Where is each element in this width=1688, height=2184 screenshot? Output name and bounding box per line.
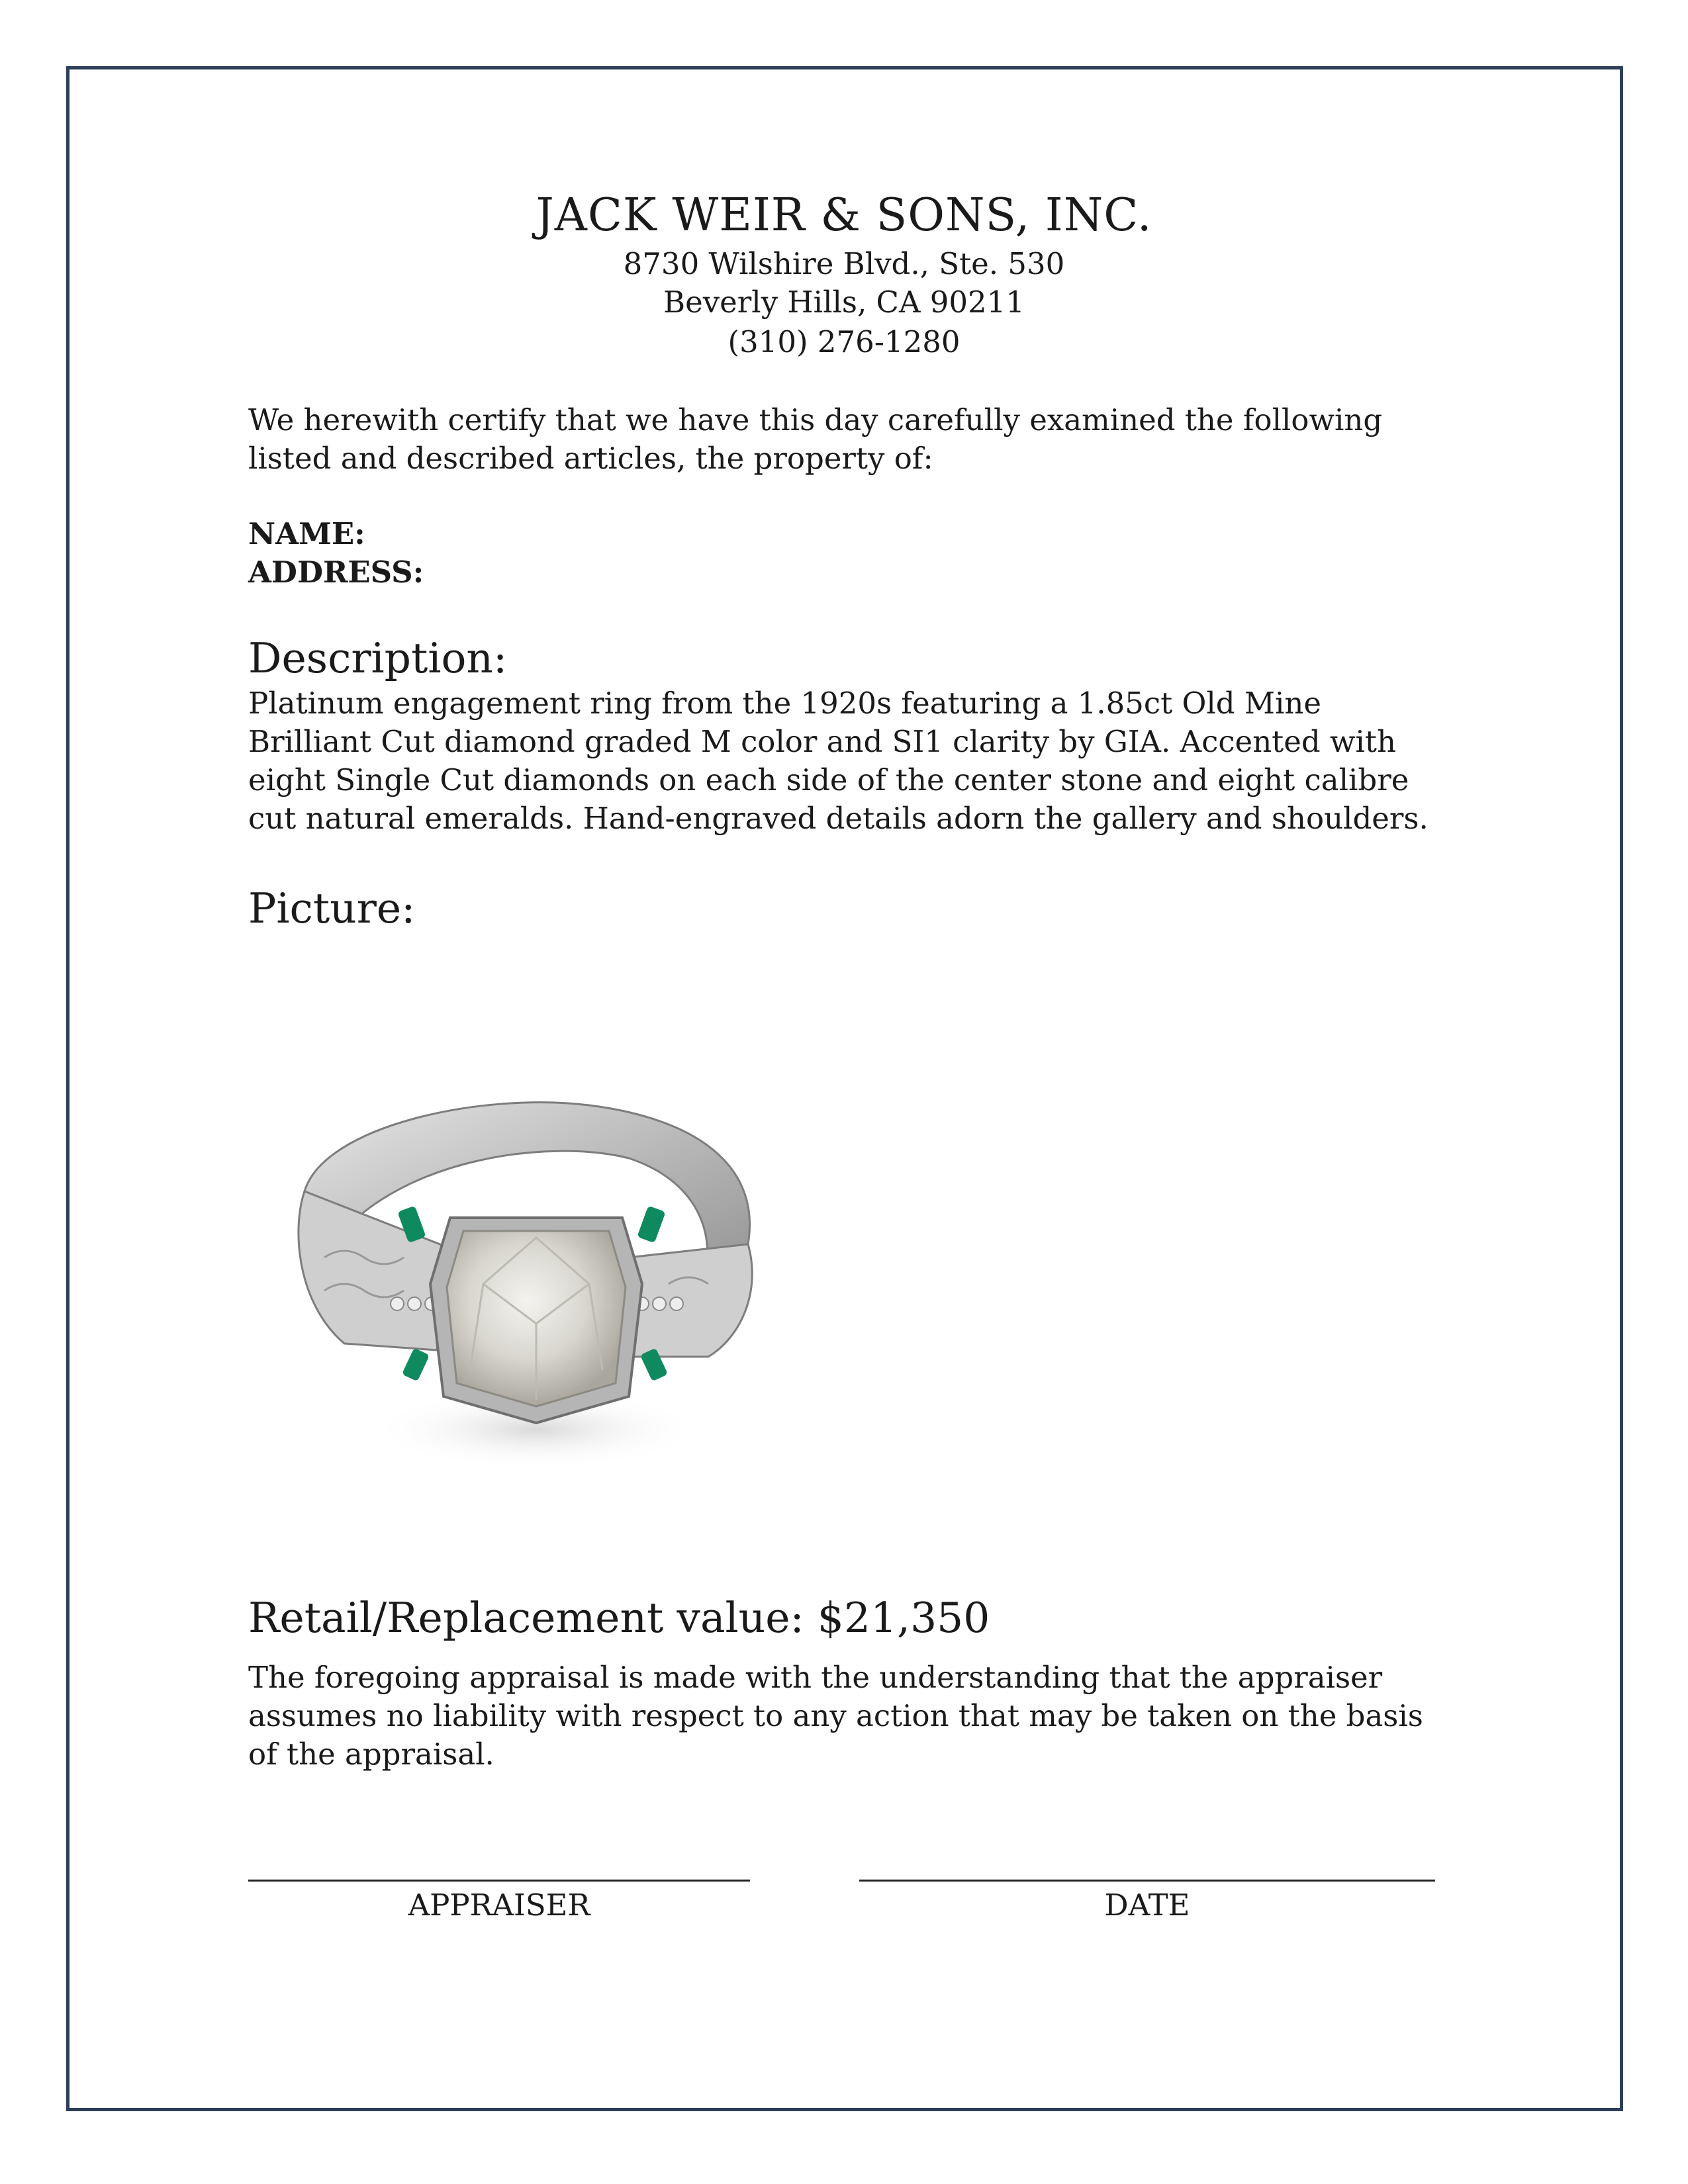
disclaimer-text: The foregoing appraisal is made with the understanding that the appraiser assumes no liability with respect to any action that may be taken on the basis of the appraisal. xyxy=(248,1660,1423,1772)
date-signature-line xyxy=(859,1880,1435,1882)
company-name: JACK WEIR & SONS, INC. xyxy=(536,189,1152,242)
description-text: Platinum engagement ring from the 1920s featuring a 1.85ct Old Mine Brilliant Cut diamond graded M color and SI1 clarity by GIA. Accented with eight Single Cut diamonds on each side of the center stone and eight calibre cut natural emeralds. Hand-engraved details adorn the gallery and shoulders. xyxy=(248,686,1429,836)
ring-photo xyxy=(285,1085,788,1496)
appraiser-label: APPRAISER xyxy=(408,1888,590,1923)
picture-heading: Picture: xyxy=(248,884,416,933)
address-label: ADDRESS: xyxy=(248,555,424,590)
date-label: DATE xyxy=(1104,1888,1190,1923)
certification-text: We herewith certify that we have this day carefully examined the following listed and described articles, the property of: xyxy=(248,402,1383,476)
description-heading: Description: xyxy=(248,634,508,682)
replacement-value: Retail/Replacement value: $21,350 xyxy=(248,1594,990,1642)
name-label: NAME: xyxy=(248,516,365,551)
appraiser-signature-line xyxy=(248,1880,750,1882)
company-address-line2: Beverly Hills, CA 90211 xyxy=(663,285,1025,320)
company-phone: (310) 276-1280 xyxy=(727,324,961,359)
company-address-line1: 8730 Wilshire Blvd., Ste. 530 xyxy=(623,246,1065,281)
